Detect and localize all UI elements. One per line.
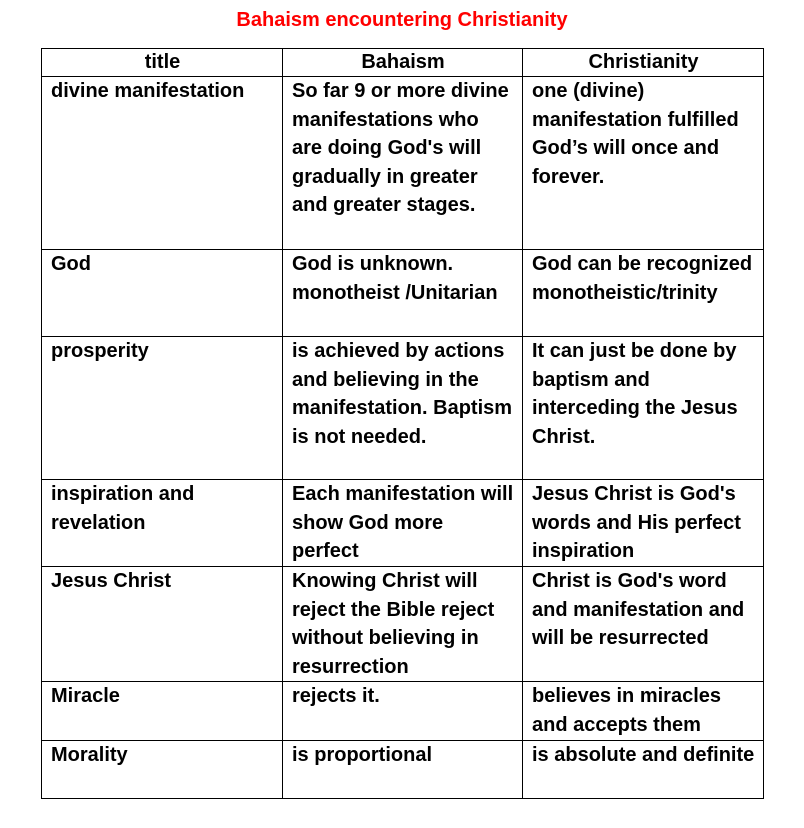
column-header-christianity: Christianity [523,49,764,77]
table-row [42,337,764,480]
row-title-cell: prosperity [42,337,283,480]
table-header-row [42,49,764,77]
row-title-cell: Miracle [42,682,283,740]
bahaism-cell: Each manifestation will show God more perfect [283,480,523,567]
bahaism-cell: Knowing Christ will reject the Bible reject without believing in resurrection [283,567,523,682]
column-header-bahaism: Bahaism [283,49,523,77]
table-row [42,250,764,337]
christianity-cell: It can just be done by baptism and interceding the Jesus Christ. [523,337,764,480]
christianity-cell: God can be recognized monotheistic/trinity [523,250,764,337]
table-row [42,77,764,250]
bahaism-cell: is proportional [283,740,523,798]
christianity-cell: one (divine) manifestation fulfilled God’s will once and forever. [523,77,764,250]
page-title: Bahaism encountering Christianity [236,9,568,31]
comparison-table [41,48,764,799]
christianity-cell: believes in miracles and accepts them [523,682,764,740]
column-header-title: title [42,49,283,77]
row-title-cell: Morality [42,740,283,798]
bahaism-cell: God is unknown. monotheist /Unitarian [283,250,523,337]
bahaism-cell: rejects it. [283,682,523,740]
bahaism-cell: is achieved by actions and believing in the manifestation. Baptism is not needed. [283,337,523,480]
table-row [42,480,764,567]
row-title-cell: inspiration and revelation [42,480,283,567]
table-row [42,567,764,682]
bahaism-cell: So far 9 or more divine manifestations who are doing God's will gradually in greater and greater stages. [283,77,523,250]
table-row [42,740,764,798]
row-title-cell: Jesus Christ [42,567,283,682]
christianity-cell: Jesus Christ is God's words and His perfect inspiration [523,480,764,567]
christianity-cell: is absolute and definite [523,740,764,798]
christianity-cell: Christ is God's word and manifestation and will be resurrected [523,567,764,682]
row-title-cell: God [42,250,283,337]
table-row [42,682,764,740]
row-title-cell: divine manifestation [42,77,283,250]
